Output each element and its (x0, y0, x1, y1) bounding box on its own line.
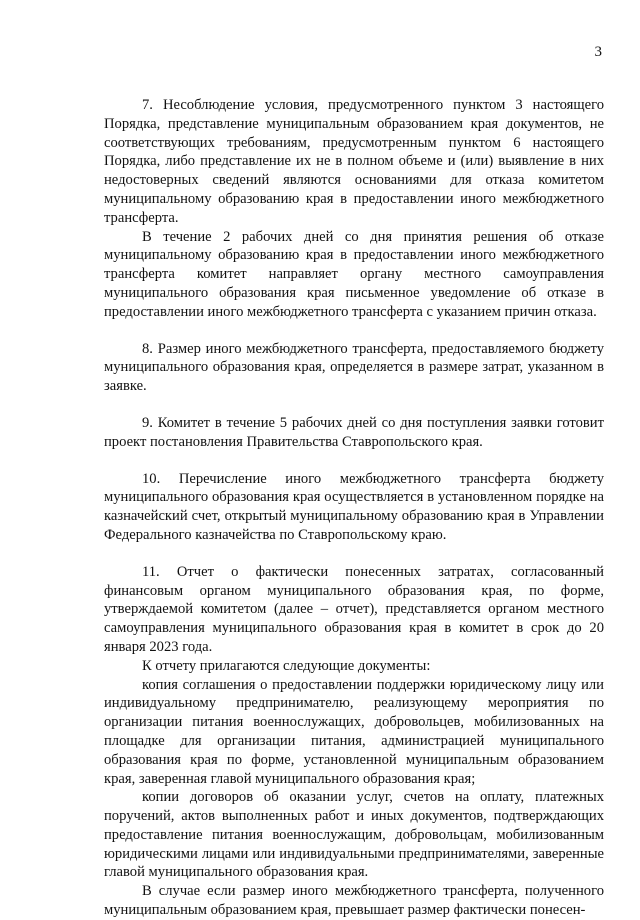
section-gap (104, 452, 604, 470)
section-gap (104, 396, 604, 414)
document-body (104, 96, 604, 920)
paragraph-11: 11. Отчет о фактически понесенных затратах, согласованный финансовым органом муниципального образования края, по форме, утверждаемой комитетом (далее – отчет), представляется органом местного самоуправления муниципального образования края в комитет в срок до 20 января 2023 года. (104, 563, 604, 655)
paragraph-8: 8. Размер иного межбюджетного трансферта, предоставляемого бюджету муниципального образования края, определяется в размере затрат, указанном в заявке. (104, 340, 604, 395)
paragraph-9: 9. Комитет в течение 5 рабочих дней со дня поступления заявки готовит проект постановления Правительства Ставропольского края. (104, 414, 604, 450)
attachment-contracts-copies: копии договоров об оказании услуг, счетов на оплату, платежных поручений, актов выполненных работ и иных документов, подтверждающих предоставление питания военнослужащим, добровольцам, мобилизованным юридическими лицами или индивидуальными предпринимателями, заверенные главой муниципального образования края. (104, 789, 604, 881)
page-number: 3 (594, 44, 602, 60)
section-gap (104, 545, 604, 563)
paragraph-7: 7. Несоблюдение условия, предусмотренного пунктом 3 настоящего Порядка, представление муниципальным образованием края документов, не соответствующих требованиям, предусмотренным пунктом 6 настоящего Порядка, либо представление их не в полном объеме и (или) выявление в них недостоверных сведений являются основаниями для отказа комитетом муниципальному образованию края в предоставлении иного межбюджетного трансферта. (104, 97, 604, 226)
attachments-intro: К отчету прилагаются следующие документы: (142, 657, 431, 674)
section-gap (104, 322, 604, 340)
paragraph-7-refusal-notice: В течение 2 рабочих дней со дня принятия решения об отказе муниципальному образованию края в предоставлении иного межбюджетного трансферта комитет направляет органу местного самоуправления муниципального образования края письменное уведомление об отказе в предоставлении иного межбюджетного трансферта с указанием причин отказа. (104, 228, 604, 320)
paragraph-10: 10. Перечисление иного межбюджетного трансферта бюджету муниципального образования края осуществляется в установленном порядке на казначейский счет, открытый муниципальному образованию края в Управлении Федерального казначейства по Ставропольскому краю. (104, 470, 604, 543)
attachment-agreement-copy: копия соглашения о предоставлении поддержки юридическому лицу или индивидуальному предпринимателю, реализующему мероприятия по организации питания военнослужащих, добровольцев, мобилизованных на площадке для организации питания, администрацией муниципального образования края по форме, установленной муниципальным образованием края, заверенная главой муниципального образования края; (104, 676, 604, 787)
excess-transfer-paragraph: В случае если размер иного межбюджетного трансферта, полученного муниципальным образованием края, превышает размер фактически понесен- (104, 883, 604, 919)
